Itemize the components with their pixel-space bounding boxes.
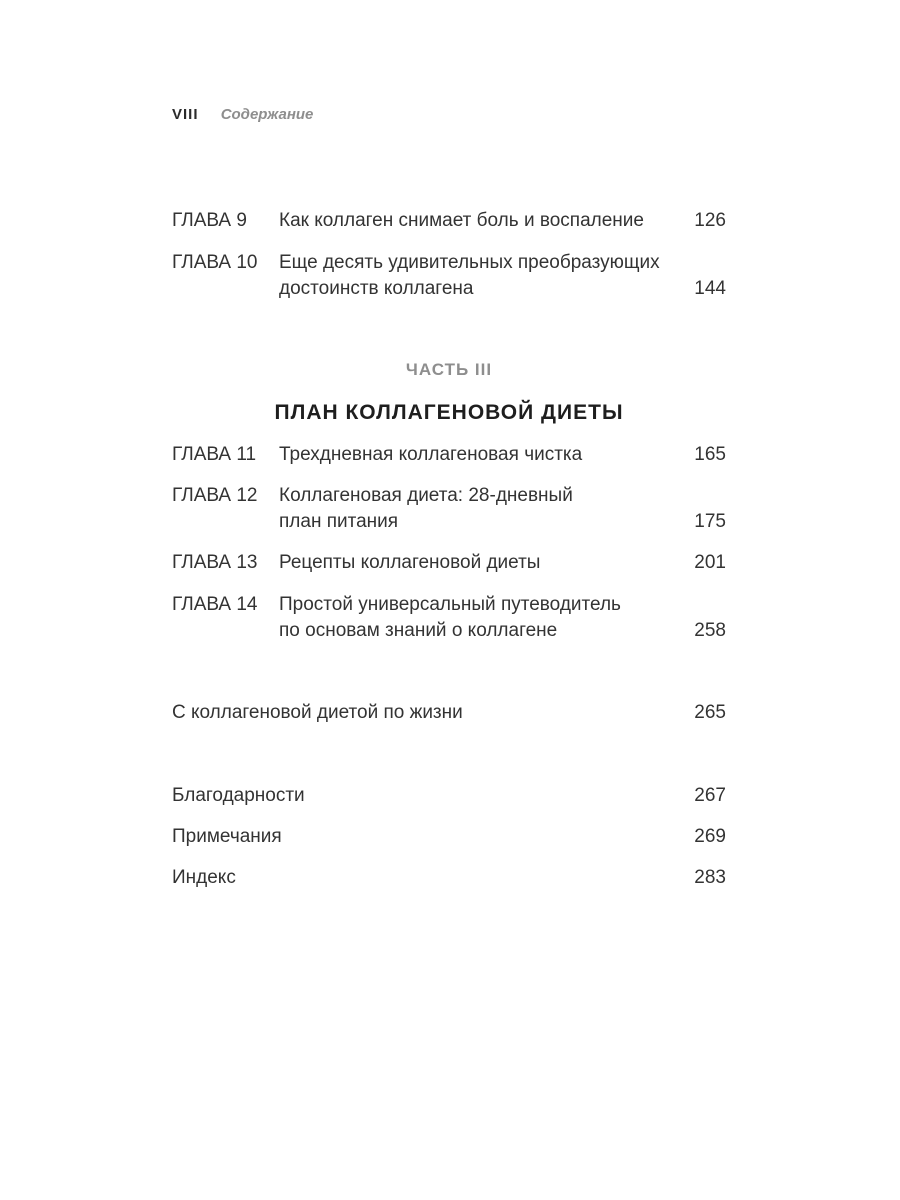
page-number: 201 xyxy=(694,552,726,573)
page-number: 283 xyxy=(694,867,726,888)
toc-entry-acknowledgements xyxy=(172,783,726,809)
page-number: 258 xyxy=(694,620,726,641)
chapter-title-line: Простой универсальный путеводитель xyxy=(279,594,621,615)
chapter-title-line: Как коллаген снимает боль и воспаление xyxy=(279,210,644,231)
page-number: 165 xyxy=(694,444,726,465)
chapter-label: ГЛАВА 14 xyxy=(172,594,258,615)
chapter-title xyxy=(279,208,679,234)
entry-title xyxy=(172,824,572,850)
toc-entry-chapter-10 xyxy=(172,250,726,302)
entry-title-line: Индекс xyxy=(172,867,236,888)
page-number: 144 xyxy=(694,278,726,299)
entry-title xyxy=(172,865,572,891)
chapter-title xyxy=(279,250,679,302)
part-title: ПЛАН КОЛЛАГЕНОВОЙ ДИЕТЫ xyxy=(274,401,624,424)
running-head xyxy=(172,104,313,126)
page-folio: VIII xyxy=(172,106,199,123)
chapter-label: ГЛАВА 13 xyxy=(172,552,258,573)
entry-title-line: Примечания xyxy=(172,826,282,847)
toc-entry-chapter-13 xyxy=(172,550,726,576)
chapter-label: ГЛАВА 12 xyxy=(172,485,258,506)
page-number: 175 xyxy=(694,511,726,532)
chapter-title xyxy=(279,592,679,644)
chapter-label: ГЛАВА 10 xyxy=(172,252,258,273)
chapter-title-line: по основам знаний о коллагене xyxy=(279,620,558,641)
running-title: Содержание xyxy=(220,106,314,123)
chapter-label: ГЛАВА 11 xyxy=(172,444,257,465)
chapter-title-line: достоинств коллагена xyxy=(279,278,474,299)
toc-entry-index xyxy=(172,865,726,891)
chapter-title xyxy=(279,483,679,535)
entry-title-line: Благодарности xyxy=(172,785,305,806)
chapter-title-line: Еще десять удивительных преобразующих xyxy=(279,252,660,273)
chapter-title-line: Рецепты коллагеновой диеты xyxy=(279,552,541,573)
toc-entry-chapter-12 xyxy=(172,483,726,535)
chapter-title-line: план питания xyxy=(279,511,399,532)
entry-title xyxy=(172,700,572,726)
page-number: 269 xyxy=(694,826,726,847)
page-number: 267 xyxy=(694,785,726,806)
chapter-title xyxy=(279,550,679,576)
toc-entry-chapter-14 xyxy=(172,592,726,644)
toc-entry-chapter-11 xyxy=(172,442,726,468)
chapter-title-line: Трехдневная коллагеновая чистка xyxy=(279,444,583,465)
toc-entry-afterword xyxy=(172,700,726,726)
page-number: 265 xyxy=(694,702,726,723)
chapter-title-line: Коллагеновая диета: 28-дневный xyxy=(279,485,573,506)
entry-title xyxy=(172,783,572,809)
chapter-label: ГЛАВА 9 xyxy=(172,210,247,231)
toc-entry-chapter-9 xyxy=(172,208,726,234)
page-number: 126 xyxy=(694,210,726,231)
part-label: ЧАСТЬ III xyxy=(405,360,493,379)
entry-title-line: С коллагеновой диетой по жизни xyxy=(172,702,463,723)
chapter-title xyxy=(279,442,679,468)
toc-entry-notes xyxy=(172,824,726,850)
